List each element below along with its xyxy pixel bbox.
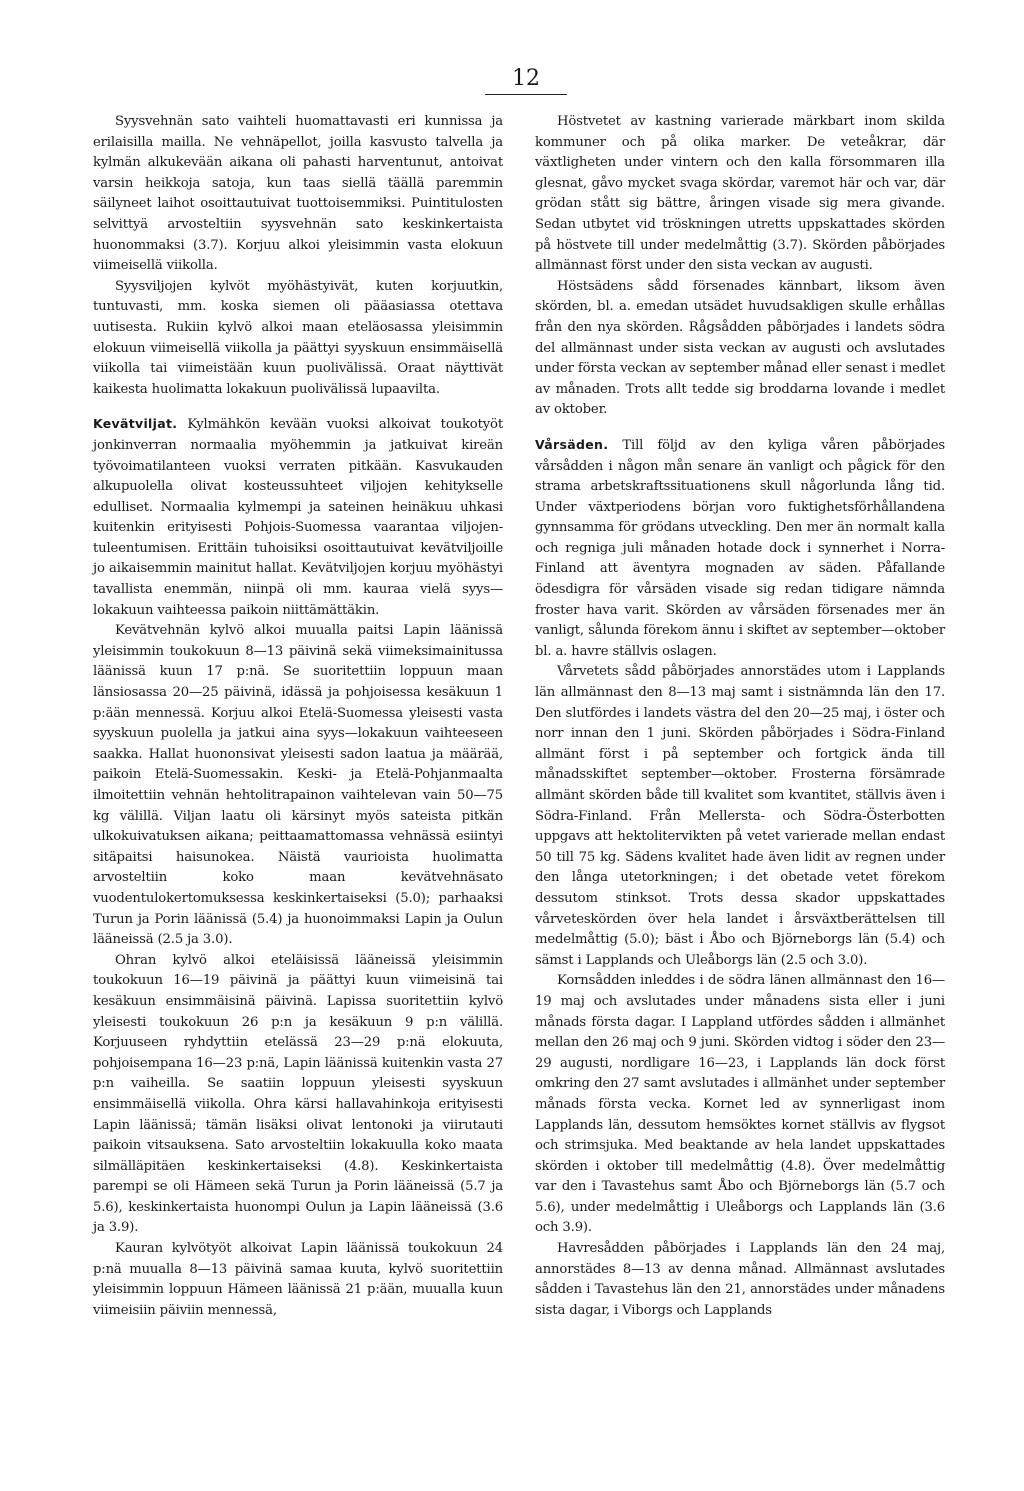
paragraph: Höstsädens sådd försenades kännbart, liksom även skörden, bl. a. emedan utsädet huvudsakligen skulle erhållas från den nya skörden. Rågsådden påbörjades i landets södra del allmännast under sista veckan av augusti och avslutades under första veckan av september månad eller senast i medlet av månaden. Trots allt tedde sig broddarna lovande i medlet av oktober. [535, 278, 945, 418]
section-heading: Kevätviljat. [93, 416, 178, 432]
paragraph: Syysviljojen kylvöt myöhästyivät, kuten korjuutkin, tuntuvasti, mm. koska siemen oli pääasiassa otettava uutisesta. Rukiin kylvö alkoi maan eteläosassa yleisimmin elokuun viimeisellä viikolla ja päättyi syyskuun ensimmäisellä viikolla tai viimeistään kuun puolivälissä. Oraat näyttivät kaikesta huolimatta lokakuun puolivälissä lupaavilta. [93, 278, 503, 397]
paragraph: Vårvetets sådd påbörjades annorstädes utom i Lapplands län allmännast den 8—13 maj samt i sistnämnda län den 17. Den slutfördes i landets västra del den 20—25 maj, i öster och norr innan den 1 juni. Skörden påbörjades i Södra-Finland allmänt först i på september och fortgick ända till månadsskiftet september—oktober. Frosterna försämrade allmänt skörden både till kvalitet som kvantitet, ställvis även i Södra-Finland. Från Mellersta- och Södra-Österbotten uppgavs att hektolitervikten på vetet varierade mellan endast 50 till 75 kg. Sädens kvalitet hade även lidit av regnen under den långa utetorkningen; i det obetade vetet förekom dessutom stinksot. Trots dessa skador uppskattades vårveteskörden över hela landet i årsväxtberättelsen till medelmåttig (5.0); bäst i Åbo och Björneborgs län (5.4) och sämst i Lapplands och Uleåborgs län (2.5 och 3.0). [535, 664, 945, 968]
left-column-finnish [93, 112, 503, 1321]
page-number: 12 [485, 66, 567, 95]
section-kevatviljat [93, 414, 503, 621]
paragraph: Höstvetet av kastning varierade märkbart inom skilda kommuner och på olika marker. De veteåkrar, där växtligheten under vintern och den kalla försommaren illa glesnat, gåvo mycket svaga skördar, varemot här och var, där grödan stått sig bättre, åringen visade sig mera givande. Sedan utbytet vid tröskningen utretts uppskattades skörden på höstvete till under medelmåttig (3.7). Skörden påbörjades allmännast först under den sista veckan av augusti. [535, 114, 945, 274]
paragraph: Kornsådden inleddes i de södra länen allmännast den 16—19 maj och avslutades under månadens sista eller i juni månads första dagar. I Lappland utfördes sådden i allmänhet mellan den 26 maj och 9 juni. Skörden vidtog i söder den 23—29 augusti, nordligare 16—23, i Lapplands län dock först omkring den 27 samt avslutades i allmänhet under september månads första vecka. Kornet led av synnerligast inom Lapplands län, dessutom hemsöktes kornet ställvis av flygsot och strimsjuka. Med beaktande av hela landet uppskattades skörden i oktober till medelmåttig (4.8). Över medelmåttig var den i Tavastehus samt Åbo och Björneborgs län (5.7 och 5.6), under medelmåttig i Uleåborgs och Lapplands län (3.6 och 3.9). [535, 973, 945, 1236]
paragraph-text: Till följd av den kyliga våren påbörjades vårsådden i någon mån senare än vanligt och pågick för den strama arbetskraftssituationens skull någorlunda lång tid. Under växtperiodens början voro fuktighetsförhållandena gynnsamma för grödans utveckling. Den mer än normalt kalla och regniga juli månaden hotade dock i synnerhet i Norra-Finland att äventyra mognaden av säden. Påfallande ödesdigra för vårsäden visade sig redan tidigare nämnda froster hava varit. Skörden av vårsäden försenades mer än vanligt, sålunda förekom ännu i skiftet av september—oktober bl. a. havre ställvis oslagen. [535, 437, 945, 659]
paragraph: Ohran kylvö alkoi eteläisissä lääneissä yleisimmin toukokuun 16—19 päivinä ja päättyi kuun viimeisinä tai kesäkuun ensimmäisinä päivinä. Lapissa suoritettiin kylvö yleisesti toukokuun 26 p:n ja kesäkuun 9 p:n välillä. Korjuuseen ryhdyttiin etelässä 23—29 p:nä elokuuta, pohjoisempana 16—23 p:nä, Lapin läänissä kuitenkin vasta 27 p:n vaiheilla. Se saatiin loppuun yleisesti syyskuun ensimmäisellä viikolla. Ohra kärsi hallavahinkoja erityisesti Lapin läänissä; tämän lisäksi olivat lentonoki ja viirutauti paikoin vitsauksena. Sato arvosteltiin lokakuulla koko maata silmälläpitäen keskinkertaiseksi (4.8). Keskinkertaista parempi se oli Hämeen sekä Turun ja Porin lääneissä (5.7 ja 5.6), keskinkertaista huonompi Oulun ja Lapin lääneissä (3.6 ja 3.9). [93, 952, 503, 1236]
paragraph: Syysvehnän sato vaihteli huomattavasti eri kunnissa ja erilaisilla mailla. Ne vehnäpellot, joilla kasvusto talvella ja kylmän alkukevään aikana oli pahasti harventunut, antoivat varsin heikkoja satoja, kun taas siellä täällä paremmin säilyneet laihot osoittautuivat tuottoisemmiksi. Puintitulosten selvittyä arvosteltiin syysvehnän sato keskinkertaista huonommaksi (3.7). Korjuu alkoi yleisimmin vasta elokuun viimeisellä viikolla. [93, 114, 503, 274]
section-varsaden [535, 435, 945, 663]
section-heading: Vårsäden. [535, 436, 609, 452]
right-column-swedish [535, 112, 945, 1321]
paragraph: Havresådden påbörjades i Lapplands län den 24 maj, annorstädes 8—13 av denna månad. Allmännast avslutades sådden i Tavastehus län den 21, annorstädes under månadens sista dagar, i Viborgs och Lapplands [535, 1241, 945, 1318]
paragraph-text: Kylmähkön kevään vuoksi alkoivat toukotyöt jonkinverran normaalia myöhemmin ja jatkuivat kireän työvoimatilanteen vuoksi verraten pitkään. Kasvukauden alkupuolella olivat kosteussuhteet viljojen kehitykselle edulliset. Normaalia kylmempi ja sateinen heinäkuu uhkasi kuitenkin erityisesti Pohjois-Suomessa vaarantaa viljojen- tuleentumisen. Erittäin tuhoisiksi osoittautuivat kevätviljoille jo aikaisemmin mainitut hallat. Kevätviljojen korjuu myöhästyi tavallista enemmän, niinpä oli mm. kauraa vielä syys—lokakuun vaihteessa paikoin niittämättäkin. [93, 417, 503, 618]
paragraph: Kauran kylvötyöt alkoivat Lapin läänissä toukokuun 24 p:nä muualla 8—13 päivinä samaa kuuta, kylvö suoritettiin yleisimmin loppuun Hämeen läänissä 21 p:ään, muualla kuun viimeisiin päiviin mennessä, [93, 1241, 503, 1318]
paragraph: Kevätvehnän kylvö alkoi muualla paitsi Lapin läänissä yleisimmin toukokuun 8—13 päivinä sekä viimeksimainitussa läänissä kuun 17 p:nä. Se suoritettiin loppuun maan länsiosassa 20—25 päivinä, idässä ja pohjoisessa kesäkuun 1 p:ään mennessä. Korjuu alkoi Etelä-Suomessa yleisesti vasta syyskuun puolella ja jatkui aina syys—lokakuun vaihteeseen saakka. Hallat huononsivat yleisesti sadon laatua ja määrää, paikoin Etelä-Suomessakin. Keski- ja Etelä-Pohjanmaalta ilmoitettiin vehnän hehtolitrapainon vaihtelevan vain 50—75 kg välillä. Viljan laatu oli kärsinyt myös sateista pitkän ulkokuivatuksen aikana; peittaamattomassa vehnässä esiintyi sitäpaitsi haisunokea. Näistä vaurioista huolimatta arvosteltiin koko maan kevätvehnäsato vuodentulokertomuksessa keskinkertaiseksi (5.0); parhaaksi Turun ja Porin läänissä (5.4) ja huonoimmaksi Lapin ja Oulun lääneissä (2.5 ja 3.0). [93, 623, 503, 948]
